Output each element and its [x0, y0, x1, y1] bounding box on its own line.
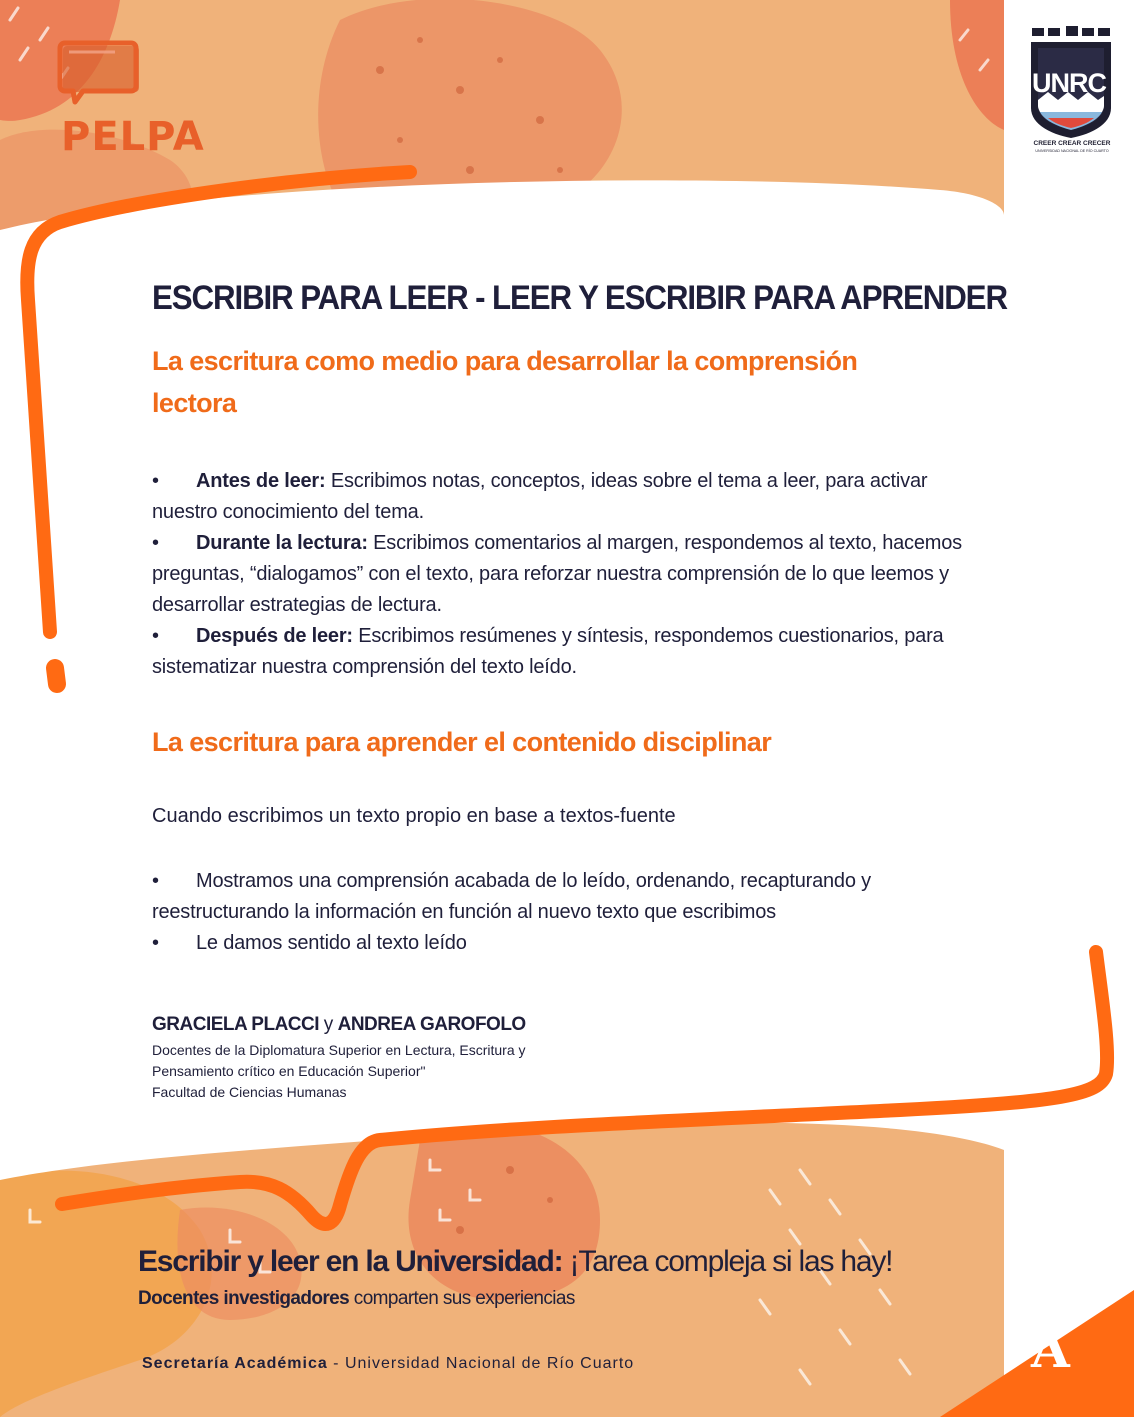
section1-list [152, 466, 982, 683]
bullet-text: Escribimos notas, conceptos, ideas sobre el tema a leer, para activar nuestro conocimiento del tema. [152, 470, 928, 523]
unrc-wordmark: UNRC [1032, 68, 1106, 98]
bullet-text: Escribimos resúmenes y síntesis, respondemos cuestionarios, para sistematizar nuestra comprensión del texto leído. [152, 625, 944, 678]
author-conjunction: y [319, 1014, 338, 1035]
bullet-text: Escribimos comentarios al margen, respondemos al texto, hacemos preguntas, “dialogamos” con el texto, para reforzar nuestra comprensión de lo que leemos y desarrollar estrategias de lectura. [152, 532, 962, 616]
authors-description [152, 1040, 612, 1103]
footer-organization [142, 1355, 634, 1373]
footer-title-rest: ¡Tarea compleja si las hay! [562, 1245, 893, 1278]
list-item [152, 466, 982, 528]
corner-letter-logo: A [1031, 1320, 1070, 1379]
author-name: ANDREA GAROFOLO [337, 1014, 526, 1035]
list-item [152, 621, 982, 683]
authors-block [152, 1012, 612, 1103]
authors-names [152, 1012, 612, 1038]
pelpa-logo [55, 40, 215, 160]
bullet-text: Mostramos una comprensión acabada de lo leído, ordenando, recapturando y reestructurando la información en función al nuevo texto que escribimos [152, 870, 871, 923]
unrc-motto: CREER CREAR CRECER [1033, 140, 1111, 147]
authors-desc-line: Docentes de la Diplomatura Superior en Lectura, Escritura y [152, 1042, 526, 1058]
bullet-glyph: • [152, 870, 159, 892]
page-title: ESCRIBIR PARA LEER - LEER Y ESCRIBIR PARA APRENDER [152, 279, 1007, 317]
bullet-glyph: • [152, 470, 159, 492]
main-content [152, 278, 1007, 959]
section2-list [152, 866, 982, 959]
bullet-term: Durante la lectura: [196, 532, 368, 554]
author-name: GRACIELA PLACCI [152, 1014, 320, 1035]
footer-title [138, 1240, 892, 1284]
footer-org-bold: Secretaría Académica [142, 1355, 328, 1372]
pelpa-wordmark: PELPA [61, 114, 205, 160]
section2-intro: Cuando escribimos un texto propio en base a textos-fuente [152, 805, 676, 827]
list-item [152, 928, 982, 959]
unrc-logo [1026, 20, 1118, 160]
list-item [152, 528, 982, 621]
bullet-glyph: • [152, 625, 159, 647]
bullet-text: Le damos sentido al texto leído [196, 932, 467, 954]
bullet-glyph: • [152, 532, 159, 554]
footer-sub-rest: comparten sus experiencias [349, 1288, 575, 1309]
footer-org-rest: - Universidad Nacional de Río Cuarto [327, 1355, 635, 1372]
bullet-term: Después de leer: [196, 625, 353, 647]
footer-subtitle [138, 1288, 575, 1310]
unrc-subtitle: UNIVERSIDAD NACIONAL DE RÍO CUARTO [1035, 149, 1109, 153]
authors-desc-line: Facultad de Ciencias Humanas [152, 1084, 347, 1100]
section1-heading: La escritura como medio para desarrollar la comprensión lectora [152, 346, 858, 418]
footer-sub-bold: Docentes investigadores [138, 1288, 350, 1309]
authors-desc-line: Pensamiento crítico en Educación Superior" [152, 1063, 426, 1079]
section2-heading: La escritura para aprender el contenido disciplinar [152, 727, 772, 757]
speech-bubble-icon [57, 40, 143, 106]
bullet-glyph: • [152, 932, 159, 954]
list-item [152, 866, 982, 928]
footer-title-bold: Escribir y leer en la Universidad: [138, 1245, 563, 1278]
bullet-term: Antes de leer: [196, 470, 326, 492]
